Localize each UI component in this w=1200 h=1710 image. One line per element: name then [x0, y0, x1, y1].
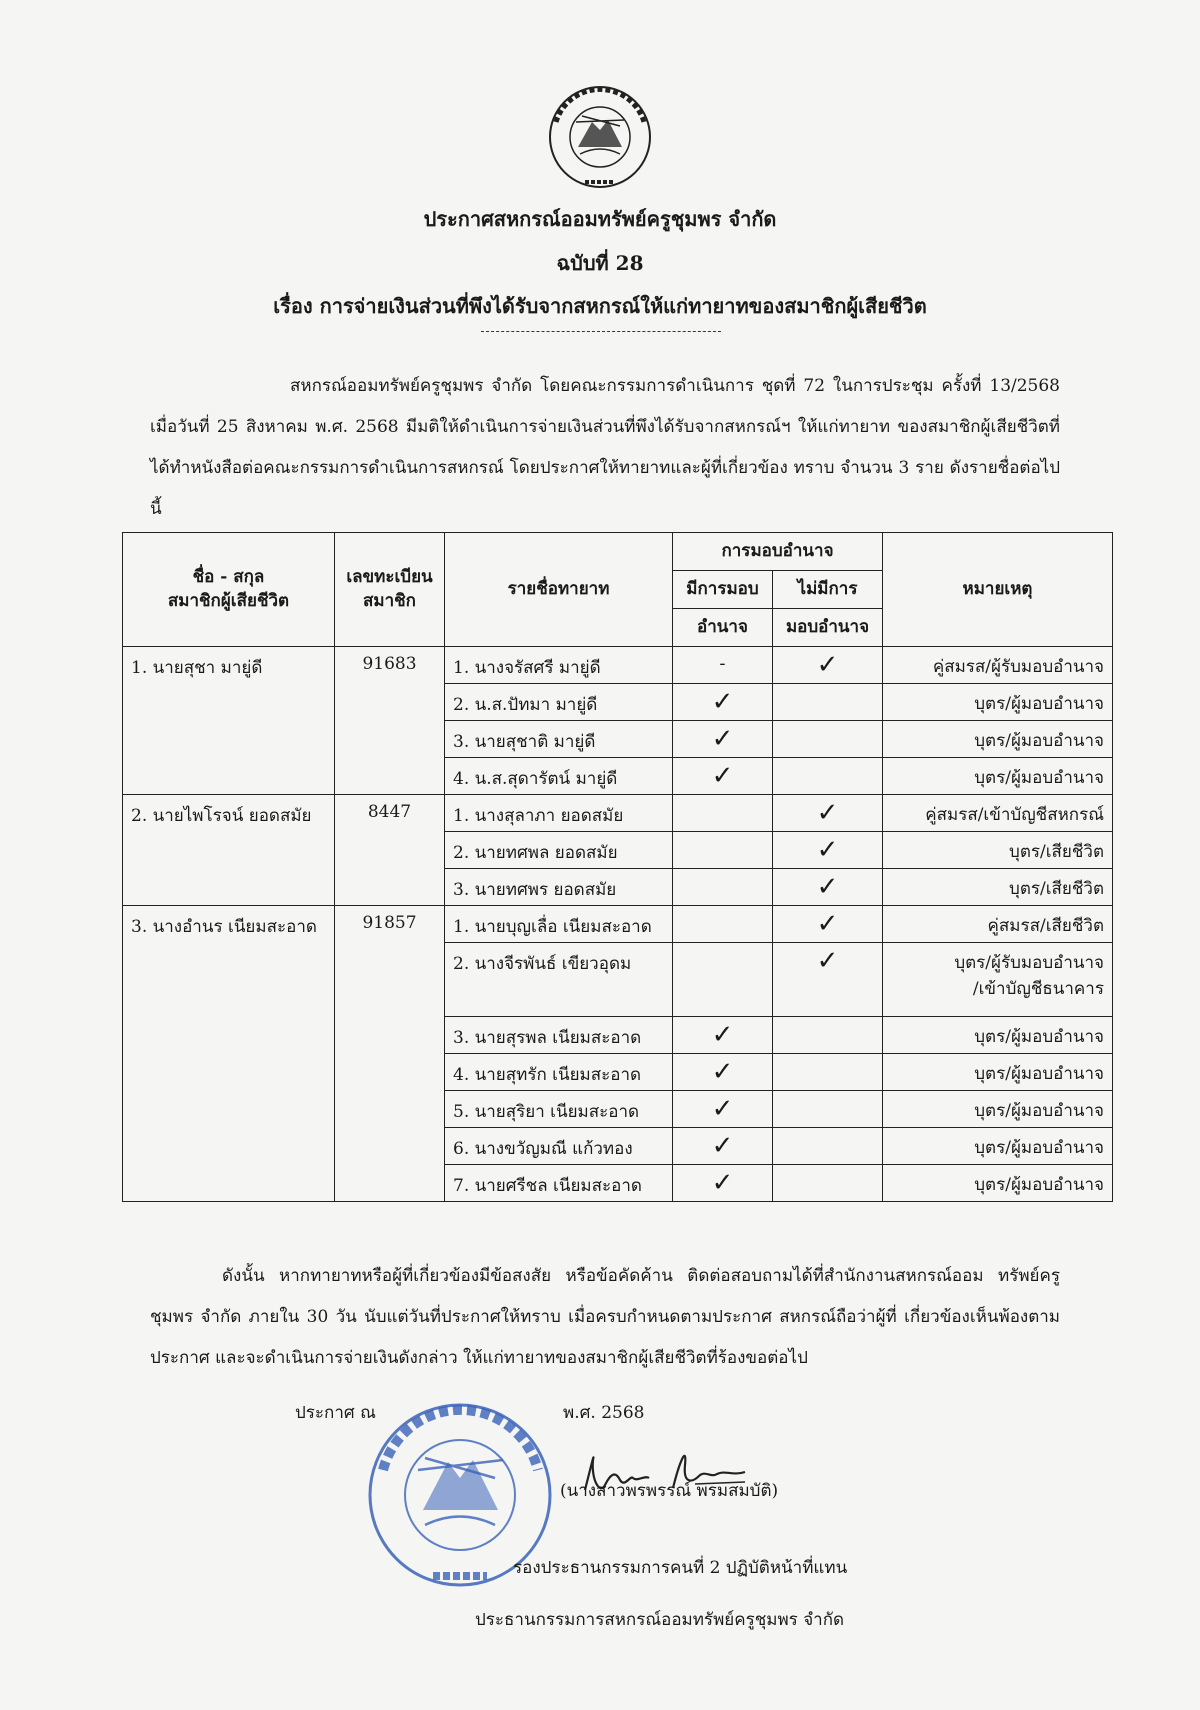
remark-cell — [883, 647, 1113, 684]
poa-yes-cell: ✓ — [673, 1091, 773, 1128]
remark-text: บุตร/ผู้มอบอำนาจ — [974, 1027, 1104, 1047]
heir-name: 1. นางสุลาภา ยอดสมัย — [445, 795, 673, 832]
remark-cell — [883, 721, 1113, 758]
deceased-member-name: 1. นายสุชา มายู่ดี — [123, 647, 335, 795]
poa-yes-cell: ✓ — [673, 684, 773, 721]
remark-cell — [883, 869, 1113, 906]
poa-yes-cell: - — [673, 647, 773, 684]
poa-no-cell: ✓ — [773, 647, 883, 684]
header-poa-no-2: มอบอำนาจ — [773, 609, 883, 647]
header-heirs: รายชื่อทายาท — [445, 533, 673, 647]
header-remark: หมายเหตุ — [883, 533, 1113, 647]
announce-date-year: พ.ศ. 2568 — [563, 1403, 645, 1423]
poa-yes-cell — [673, 869, 773, 906]
signer-position-2: ประธานกรรมการสหกรณ์ออมทรัพย์ครูชุมพร จำกัด — [475, 1610, 845, 1630]
remark-cell — [883, 1165, 1113, 1202]
table-row — [123, 647, 1113, 684]
member-number: 8447 — [335, 795, 445, 906]
remark-text: คู่สมรส/ผู้รับมอบอำนาจ — [932, 657, 1104, 677]
remark-text: บุตร/ผู้มอบอำนาจ — [974, 1175, 1104, 1195]
remark-cell — [883, 906, 1113, 943]
title-separator — [481, 331, 721, 332]
announcement-title: ประกาศสหกรณ์ออมทรัพย์ครูชุมพร จำกัด — [423, 207, 777, 231]
heir-name: 3. นายสุรพล เนียมสะอาด — [445, 1017, 673, 1054]
remark-text: บุตร/เสียชีวิต — [1009, 879, 1104, 899]
header-member-no — [335, 533, 445, 647]
intro-paragraph: สหกรณ์ออมทรัพย์ครูชุมพร จำกัด โดยคณะกรรมการดำเนินการ ชุดที่ 72 ในการประชุม ครั้งที่ 13/2568 เมื่อวันที่ 25 สิงหาคม พ.ศ. 2568 มีมติให้ดำเนินการจ่ายเงินส่วนที่พึงได้รับจากสหกรณ์ฯ ให้แก่ทายาท ของสมาชิกผู้เสียชีวิตที่ได้ทำหนังสือต่อคณะกรรมการดำเนินการสหกรณ์ โดยประกาศให้ทายาทและผู้ที่เกี่ยวข้อง ทราบ จำนวน 3 ราย ดังรายชื่อต่อไปนี้ — [150, 376, 1060, 519]
heirs-table — [122, 532, 1113, 1202]
remark-text: บุตร/ผู้มอบอำนาจ — [974, 768, 1104, 788]
remark-cell — [883, 832, 1113, 869]
poa-no-cell: ✓ — [773, 832, 883, 869]
announce-date-prefix: ประกาศ ณ — [295, 1403, 376, 1423]
poa-no-cell — [773, 758, 883, 795]
remark-text-line2: /เข้าบัญชีธนาคาร — [972, 979, 1104, 1000]
poa-no-cell: ✓ — [773, 795, 883, 832]
heir-name: 2. น.ส.ปัทมา มายู่ดี — [445, 684, 673, 721]
header-poa-no: ไม่มีการ — [773, 571, 883, 609]
poa-no-cell — [773, 721, 883, 758]
heir-name: 5. นายสุริยา เนียมสะอาด — [445, 1091, 673, 1128]
remark-text: คู่สมรส/เสียชีวิต — [987, 916, 1104, 936]
poa-no-cell — [773, 1091, 883, 1128]
heir-name: 2. นายทศพล ยอดสมัย — [445, 832, 673, 869]
heir-name: 3. นายทศพร ยอดสมัย — [445, 869, 673, 906]
header-member-name-line2: สมาชิกผู้เสียชีวิต — [167, 590, 290, 611]
remark-text: บุตร/ผู้รับมอบอำนาจ — [954, 953, 1104, 973]
closing-paragraph: ดังนั้น หากทายาทหรือผู้ที่เกี่ยวข้องมีข้อสงสัย หรือข้อคัดค้าน ติดต่อสอบถามได้ที่สำนักงานสหกรณ์ออม ทรัพย์ครูชุมพร จำกัด ภายใน 30 วัน นับแต่วันที่ประกาศให้ทราบ เมื่อครบกำหนดตามประกาศ สหกรณ์ถือว่าผู้ที่ เกี่ยวข้องเห็นพ้องตามประกาศ และจะดำเนินการจ่ายเงินดังกล่าว ให้แก่ทายาทของสมาชิกผู้เสียชีวิตที่ร้องขอต่อไป — [150, 1266, 1060, 1368]
header-poa-yes-2: อำนาจ — [673, 609, 773, 647]
cooperative-seal-logo — [540, 82, 660, 192]
heir-name: 4. นายสุทรัก เนียมสะอาด — [445, 1054, 673, 1091]
poa-no-cell: ✓ — [773, 869, 883, 906]
member-number: 91683 — [335, 647, 445, 795]
header-member-name — [123, 533, 335, 647]
remark-text: บุตร/ผู้มอบอำนาจ — [974, 731, 1104, 751]
poa-yes-cell: ✓ — [673, 1128, 773, 1165]
remark-cell — [883, 758, 1113, 795]
table-row — [123, 906, 1113, 943]
poa-yes-cell: ✓ — [673, 1017, 773, 1054]
remark-cell — [883, 943, 1113, 1017]
remark-cell — [883, 795, 1113, 832]
remark-cell — [883, 1017, 1113, 1054]
poa-no-cell — [773, 1017, 883, 1054]
remark-cell — [883, 684, 1113, 721]
poa-no-cell: ✓ — [773, 906, 883, 943]
remark-text: บุตร/เสียชีวิต — [1009, 842, 1104, 862]
poa-no-cell — [773, 1054, 883, 1091]
heir-name: 7. นายศรีชล เนียมสะอาด — [445, 1165, 673, 1202]
poa-yes-cell: ✓ — [673, 1054, 773, 1091]
heir-name: 6. นางขวัญมณี แก้วทอง — [445, 1128, 673, 1165]
heir-name: 3. นายสุชาติ มายู่ดี — [445, 721, 673, 758]
poa-yes-cell — [673, 832, 773, 869]
poa-yes-cell: ✓ — [673, 1165, 773, 1202]
remark-text: บุตร/ผู้มอบอำนาจ — [974, 1101, 1104, 1121]
header-member-no-line1: เลขทะเบียน — [346, 566, 433, 587]
poa-no-cell: ✓ — [773, 943, 883, 1017]
header-member-name-line1: ชื่อ - สกุล — [192, 566, 265, 587]
heir-name: 4. น.ส.สุดารัตน์ มายู่ดี — [445, 758, 673, 795]
remark-text: บุตร/ผู้มอบอำนาจ — [974, 1064, 1104, 1084]
heirs-table-body — [123, 647, 1113, 1202]
remark-text: คู่สมรส/เข้าบัญชีสหกรณ์ — [925, 805, 1104, 825]
heir-name: 1. นายบุญเลื่อ เนียมสะอาด — [445, 906, 673, 943]
issue-number: ฉบับที่ 28 — [556, 251, 644, 275]
table-row — [123, 795, 1113, 832]
header-poa: การมอบอำนาจ — [673, 533, 883, 571]
header-poa-yes: มีการมอบ — [673, 571, 773, 609]
heir-name: 2. นางจีรพันธ์ เขียวอุดม — [445, 943, 673, 1017]
deceased-member-name: 2. นายไพโรจน์ ยอดสมัย — [123, 795, 335, 906]
remark-cell — [883, 1128, 1113, 1165]
poa-no-cell — [773, 684, 883, 721]
heir-name: 1. นางจรัสศรี มายู่ดี — [445, 647, 673, 684]
header-member-no-line2: สมาชิก — [363, 590, 416, 611]
poa-yes-cell: ✓ — [673, 758, 773, 795]
signer-name: (นางสาวพรพรรณ์ พรมสมบัติ) — [560, 1481, 779, 1501]
remark-text: บุตร/ผู้มอบอำนาจ — [974, 694, 1104, 714]
poa-yes-cell — [673, 943, 773, 1017]
poa-yes-cell — [673, 795, 773, 832]
signer-position-1: รองประธานกรรมการคนที่ 2 ปฏิบัติหน้าที่แทน — [513, 1558, 848, 1578]
poa-yes-cell: ✓ — [673, 721, 773, 758]
remark-cell — [883, 1054, 1113, 1091]
poa-no-cell — [773, 1128, 883, 1165]
poa-yes-cell — [673, 906, 773, 943]
announcement-subject: เรื่อง การจ่ายเงินส่วนที่พึงได้รับจากสหกรณ์ให้แก่ทายาทของสมาชิกผู้เสียชีวิต — [273, 294, 927, 318]
member-number: 91857 — [335, 906, 445, 1202]
poa-no-cell — [773, 1165, 883, 1202]
remark-cell — [883, 1091, 1113, 1128]
remark-text: บุตร/ผู้มอบอำนาจ — [974, 1138, 1104, 1158]
deceased-member-name: 3. นางอำนร เนียมสะอาด — [123, 906, 335, 1202]
